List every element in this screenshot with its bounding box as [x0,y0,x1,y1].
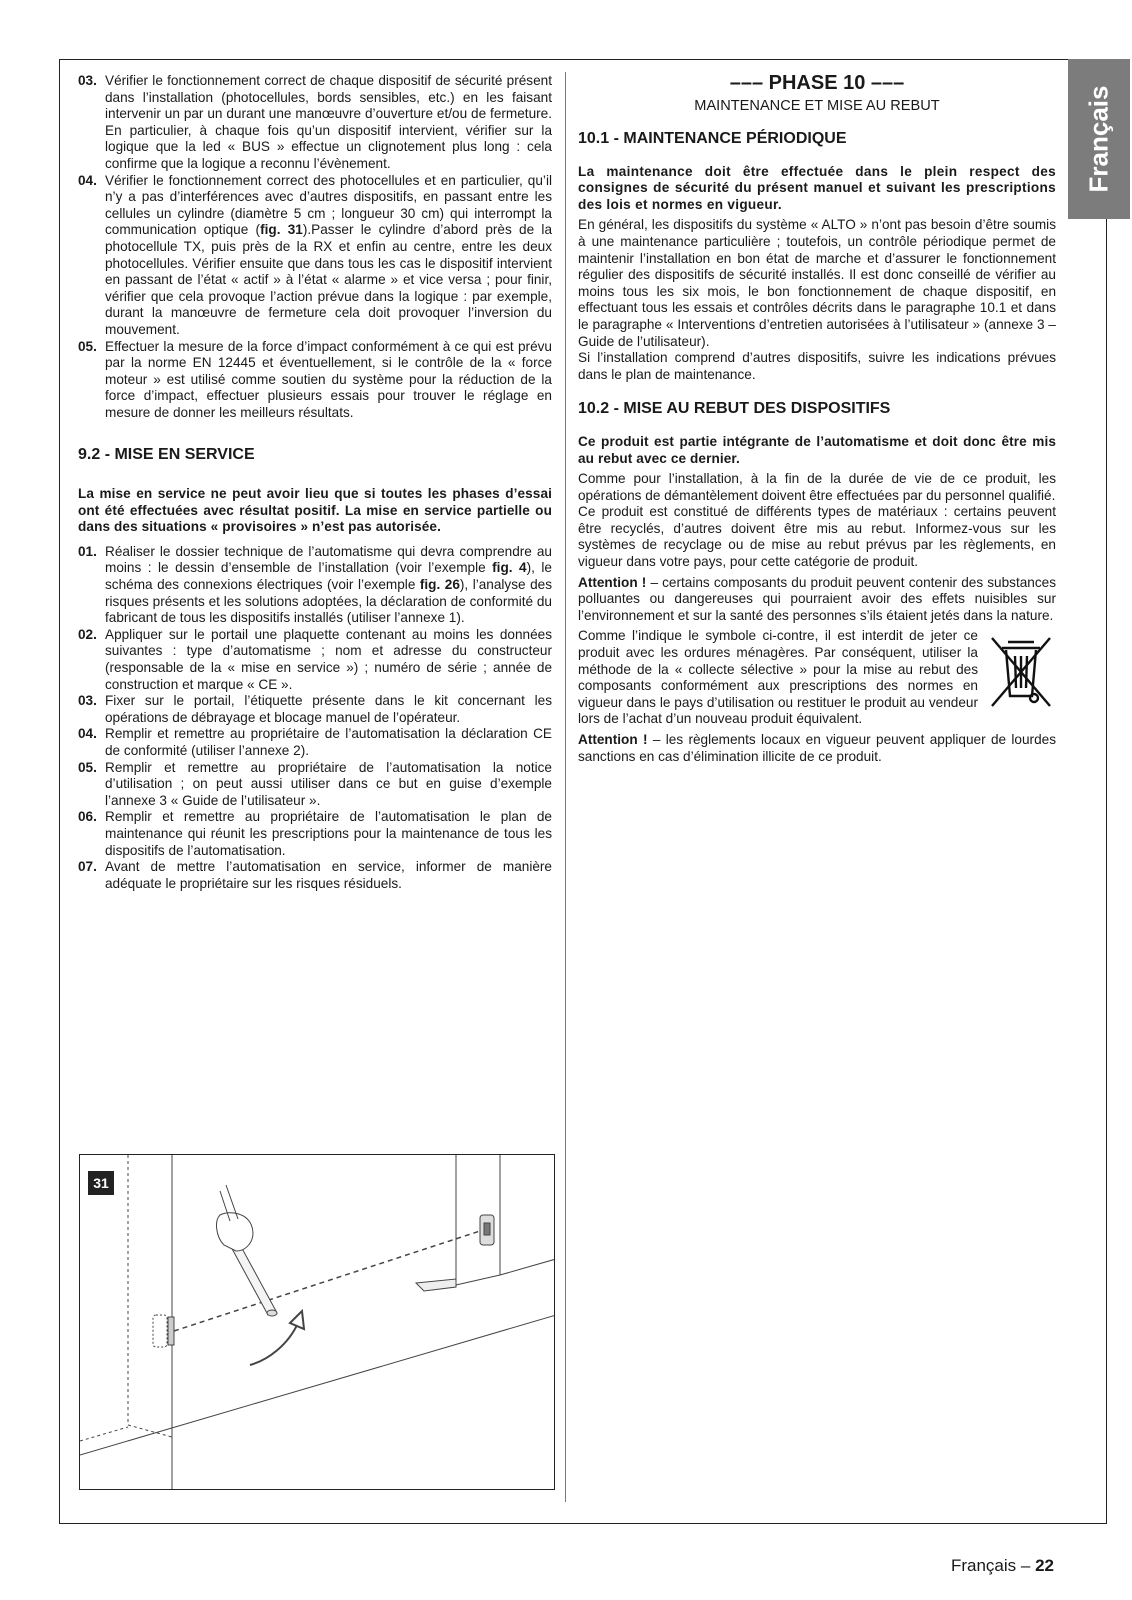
item-text: Remplir et remettre au propriétaire de l’automatisation la déclaration CE de conformité (utiliser l’annexe 2). [105,726,552,758]
attention-label: Attention ! [578,574,647,590]
list-item [78,339,552,422]
photocell-test-drawing [80,1155,555,1490]
figure-number-badge: 31 [88,1171,114,1195]
item-number: 04. [78,726,97,742]
weee-paragraph [578,628,1056,728]
section-intro: La mise en service ne peut avoir lieu que si toutes les phases d’essai ont été effectuées avec résultat positif. La mise en service partielle ou dans des situations « provisoires » n’est pas autorisée. [78,486,552,535]
item-text: Réaliser le dossier technique de l’automatisme qui devra comprendre au moins : le dessin d’ensemble de l’installation (voir l’exemple fig. 4), le schéma des connexions électriques (voir l’exemple fig. 26), l’analyse des risques présents et les solutions adoptées, la déclaration de conformité du fabricant de tous les dispositifs installés (utiliser l’annexe 1). [105,543,553,626]
paragraph: Ce produit est constitué de différents types de matériaux : certains peuvent être recyclés, d’autres doivent être mis au rebut. Informez-vous sur les systèmes de recyclage ou de mise au rebut prévus par les règlements, en vigueur dans votre pays, pour cette catégorie de produit. [578,504,1056,570]
paragraph: En général, les dispositifs du système « ALTO » n’ont pas besoin d’être soumis à une maintenance particulière ; toutefois, un contrôle périodique permet de maintenir l’installation en bon état de marche et d’assurer le fonctionnement régulier des dispositifs de sécurité installés. Il est donc conseillé de vérifier au moins tous les six mois, le bon fonctionnement de chaque dispositif, en effectuant tous les essais et contrôles décrits dans le paragraphe 10.1 et dans le paragraphe « Interventions d’entretien autorisées à l’utilisateur » (annexe 3 – Guide de l’utilisateur). [578,217,1056,349]
crossed-bin-icon [986,630,1056,714]
item-text: Effectuer la mesure de la force d’impact conformément à ce qui est prévu par la norme EN 12445 et éventuellement, si le contrôle de la « force moteur » est utilisé comme soutien du système pour la réduction de la force d’impact, effectuer plusieurs essais pour trouver le réglage en mesure de donner les meilleurs résultats. [105,338,552,420]
item-number: 03. [78,73,97,88]
figure-ref: fig. 31 [260,222,303,238]
right-column [578,73,1056,765]
item-text: Vérifier le fonctionnement correct des photocellules et en particulier, qu’il n’y a pas d’interférences avec d’autres dispositifs, en passant entre les cellules un cylindre (diamètre 5 cm ; longueur 30 cm) qui interrompt la communication optique (fig. 31).Passer le cylindre d’abord près de la photocellule TX, puis près de la RX et enfin au centre, entre les deux photocellules. Vérifier ensuite que dans tous les cas le dispositif intervient en passant de l’état « actif » à l’état « alarme » et vice versa ; pour finir, vérifier que cela provoque l’action prévue dans la logique : par exemple, durant la manœuvre de fermeture cela doit provoquer l’inversion du mouvement. [105,172,553,337]
section-title: 10.1 - MAINTENANCE PÉRIODIQUE [578,130,847,147]
column-divider [565,72,566,1502]
item-number: 06. [78,809,97,825]
list-item [78,760,552,810]
list-item [78,73,552,173]
attention-paragraph: Attention ! – certains composants du produit peuvent contenir des substances polluantes ou dangereuses qui pourraient avoir des effets nuisibles sur l’environnement et sur la santé des personnes s’ils étaient jetés dans la nature. [578,574,1057,623]
paragraph: Si l’installation comprend d’autres dispositifs, suivre les indications prévues dans le plan de maintenance. [578,350,1056,382]
paragraph: Comme pour l’installation, à la fin de la durée de vie de ce produit, les opérations de démantèlement doivent être effectuées par du personnel qualifié. [578,471,1056,503]
phase-title: ––– PHASE 10 ––– [729,72,905,94]
figure-ref: fig. 26 [419,577,460,593]
item-text: Avant de mettre l’automatisation en service, informer de manière adéquate le propriétaire sur les risques résiduels. [105,859,552,891]
language-tab [1068,59,1130,219]
item-text: Vérifier le fonctionnement correct de chaque dispositif de sécurité présent dans l’installation (photocellules, bords sensibles, etc.) en les faisant intervenir un par un durant une manœuvre d’ouverture et/ou de fermeture. En particulier, à chaque fois qu’un dispositif intervient, vérifier sur la logique que la led « BUS » effectue un clignotement plus long : cela confirme que la logique a reconnu l’évènement. [105,73,552,171]
item-text: Appliquer sur le portail une plaquette contenant au moins les données suivantes : type d’automatisme ; nom et adresse du constructeur (responsable de la « mise en service ») ; numéro de série ; année de construction et marque « CE ». [105,626,552,692]
figure-31-illustration [79,1154,555,1490]
item-number: 05. [78,338,97,354]
item-number: 04. [78,172,97,188]
item-number: 01. [78,543,97,559]
phase-subtitle: MAINTENANCE ET MISE AU REBUT [694,98,940,114]
item-number: 03. [78,693,97,709]
paragraph: Comme l’indique le symbole ci-contre, il est interdit de jeter ce produit avec les ordures ménagères. Par conséquent, utiliser la méthode de la « collecte sélective » pour la mise au rebut des composants conformément aux prescriptions des normes en vigueur dans le pays d’utilisation ou restituer le produit au vendeur lors de l’achat d’un nouveau produit équivalent. [578,628,978,727]
list-item [78,627,552,693]
list-item [78,809,552,859]
page-number: 22 [1035,1556,1054,1575]
list-item [78,726,552,759]
language-tab-label: Français [1083,85,1114,193]
left-column [78,73,552,892]
section-title: 9.2 - MISE EN SERVICE [78,446,255,464]
list-item [78,173,552,339]
page-footer: Français – 22 [950,1556,1054,1575]
item-number: 05. [78,759,97,775]
item-text: Remplir et remettre au propriétaire de l’automatisation le plan de maintenance qui réunit les prescriptions pour la maintenance de tous les dispositifs de l’automatisation. [105,809,552,858]
list-item [78,859,552,892]
section-intro: La maintenance doit être effectuée dans le plein respect des consignes de sécurité du présent manuel et suivant les prescriptions des lois et normes en vigueur. [578,163,1056,212]
footer-language: Français [950,1556,1017,1575]
section-title: 10.2 - MISE AU REBUT DES DISPOSITIFS [578,400,891,418]
list-item [78,693,552,726]
attention-paragraph: Attention ! – les règlements locaux en vigueur peuvent appliquer de lourdes sanctions en cas d’élimination illicite de ce produit. [578,732,1056,764]
item-text: Fixer sur le portail, l’étiquette présente dans le kit concernant les opérations de débrayage et blocage manuel de l’opérateur. [105,693,552,725]
attention-label: Attention ! [578,732,648,747]
item-number: 02. [78,626,97,642]
section-intro: Ce produit est partie intégrante de l’automatisme et doit donc être mis au rebut avec ce dernier. [578,433,1056,466]
item-number: 07. [78,859,97,875]
list-item [78,544,552,627]
item-text: Remplir et remettre au propriétaire de l’automatisation la notice d’utilisation ; on peut aussi utiliser dans ce but en guise d’exemple l’annexe 3 « Guide de l’utilisateur ». [105,759,552,808]
figure-ref: fig. 4 [492,560,527,576]
